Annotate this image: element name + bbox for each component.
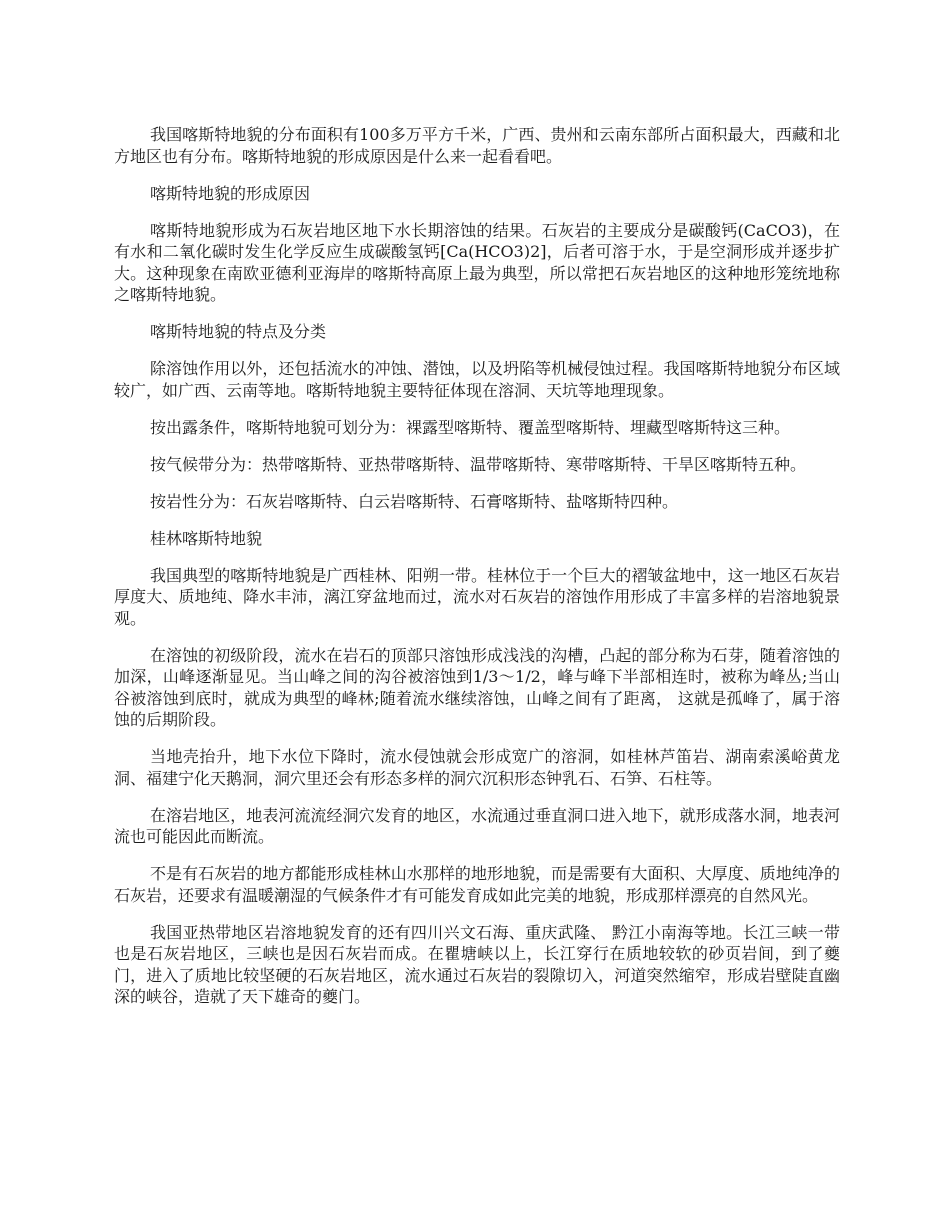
paragraph-climate-types: 按气候带分为：热带喀斯特、亚热带喀斯特、温带喀斯特、寒带喀斯特、干旱区喀斯特五种。 xyxy=(150,454,807,474)
paragraph-intro: 我国喀斯特地貌的分布面积有100多万平方千米，广西、贵州和云南东部所占面积最大，西藏和北方地区也有分布。喀斯特地貌的形成原因是什么来一起看看吧。 xyxy=(114,125,840,166)
paragraph-caves: 当地壳抬升，地下水位下降时，流水侵蚀就会形成宽广的溶洞，如桂林芦笛岩、湖南索溪峪黄龙洞、福建宁化天鹅洞，洞穴里还会有形态多样的洞穴沉积形态钟乳石、石笋、石柱等。 xyxy=(114,747,840,788)
paragraph-rock-types: 按岩性分为：石灰岩喀斯特、白云岩喀斯特、石膏喀斯特、盐喀斯特四种。 xyxy=(150,491,679,511)
paragraph-stages: 在溶蚀的初级阶段，流水在岩石的顶部只溶蚀形成浅浅的沟槽，凸起的部分称为石芽，随着溶蚀的加深，山峰逐渐显见。当山峰之间的沟谷被溶蚀到1/3～1/2，峰与峰下半部相连时，被称为峰丛;当山谷被溶蚀到底时，就成为典型的峰林;随着流水继续溶蚀，山峰之间有了距离， 这就是孤峰了，属于溶蚀的后期阶段。 xyxy=(114,645,840,729)
paragraph-erosion: 除溶蚀作用以外，还包括流水的冲蚀、潜蚀，以及坍陷等机械侵蚀过程。我国喀斯特地貌分布区域较广，如广西、云南等地。喀斯特地貌主要特征体现在溶洞、天坑等地理现象。 xyxy=(114,359,840,400)
paragraph-sinkholes: 在溶岩地区，地表河流流经洞穴发育的地区，水流通过垂直洞口进入地下，就形成落水洞，地表河流也可能因此而断流。 xyxy=(114,805,840,846)
section-heading-classification: 喀斯特地貌的特点及分类 xyxy=(150,322,327,341)
section-heading-formation: 喀斯特地貌的形成原因 xyxy=(150,183,311,203)
paragraph-guilin: 我国典型的喀斯特地貌是广西桂林、阳朔一带。桂林位于一个巨大的褶皱盆地中，这一地区石灰岩厚度大、质地纯、降水丰沛，漓江穿盆地而过，流水对石灰岩的溶蚀作用形成了丰富多样的岩溶地貌景观。 xyxy=(114,565,840,628)
paragraph-formation: 喀斯特地貌形成为石灰岩地区地下水长期溶蚀的结果。石灰岩的主要成分是碳酸钙(CaCO3)，在有水和二氧化碳时发生化学反应生成碳酸氢钙[Ca(HCO3)2]，后者可溶于水，于是空洞形成并逐步扩大。这种现象在南欧亚德利亚海岸的喀斯特高原上最为典型，所以常把石灰岩地区的这种地形笼统地称之喀斯特地貌。 xyxy=(114,220,840,304)
paragraph-exposure-types: 按出露条件，喀斯特地貌可划分为：裸露型喀斯特、覆盖型喀斯特、埋藏型喀斯特这三种。 xyxy=(150,417,791,437)
paragraph-conditions: 不是有石灰岩的地方都能形成桂林山水那样的地形地貌，而是需要有大面积、大厚度、质地纯净的石灰岩，还要求有温暖潮湿的气候条件才有可能发育成如此完美的地貌，形成那样漂亮的自然风光。 xyxy=(114,864,840,905)
document-body xyxy=(114,124,840,1023)
paragraph-three-gorges: 我国亚热带地区岩溶地貌发育的还有四川兴文石海、重庆武隆、 黔江小南海等地。长江三峡一带也是石灰岩地区，三峡也是因石灰岩而成。在瞿塘峡以上，长江穿行在质地较软的砂页岩间，到了夔门，进入了质地比较坚硬的石灰岩地区，流水通过石灰岩的裂隙切入，河道突然缩窄，形成岩壁陡直幽深的峡谷，造就了天下雄奇的夔门。 xyxy=(114,922,840,1006)
section-heading-guilin: 桂林喀斯特地貌 xyxy=(150,528,263,548)
